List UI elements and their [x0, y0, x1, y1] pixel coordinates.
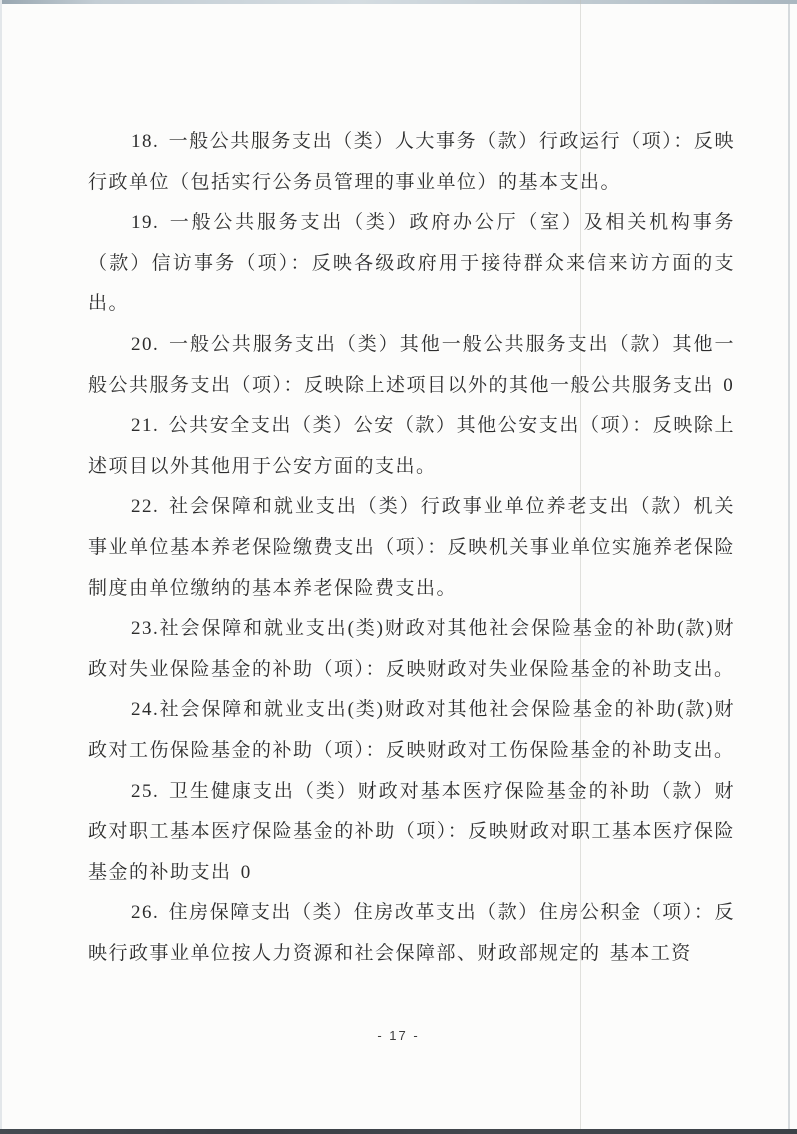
- scan-artifact-right-edge: [788, 4, 790, 1134]
- paragraph-24: 24.社会保障和就业支出(类)财政对其他社会保险基金的补助(款)财政对工伤保险基金的补助（项）：反映财政对工伤保险基金的补助支出。: [88, 699, 735, 761]
- paragraph-18: 18. 一般公共服务支出（类）人大事务（款）行政运行（项）：反映行政单位（包括实行公务员管理的事业单位）的基本支出。: [88, 131, 735, 193]
- paragraph-19: 19. 一般公共服务支出（类）政府办公厅（室）及相关机构事务（款）信访事务（项）：反映各级政府用于接待群众来信来访方面的支出。: [88, 212, 735, 315]
- paragraph-23: 23.社会保障和就业支出(类)财政对其他社会保险基金的补助(款)财政对失业保险基金的补助（项）：反映财政对失业保险基金的补助支出。: [88, 618, 735, 680]
- scan-artifact-top-edge: [0, 0, 797, 4]
- paragraph-20: 20. 一般公共服务支出（类）其他一般公共服务支出（款）其他一般公共服务支出（项）：反映除上述项目以外的其他一般公共服务支出 0: [88, 333, 735, 396]
- document-text-block: [88, 122, 735, 974]
- paragraph-21: 21. 公共安全支出（类）公安（款）其他公安支出（项）：反映除上述项目以外其他用于公安方面的支出。: [88, 415, 735, 477]
- paragraph-25: 25. 卫生健康支出（类）财政对基本医疗保险基金的补助（款）财政对职工基本医疗保险基金的补助（项）：反映财政对职工基本医疗保险基金的补助支出 0: [88, 780, 735, 883]
- scan-artifact-left-edge: [0, 0, 2, 1134]
- page-number: - 17 -: [377, 1028, 420, 1043]
- scan-artifact-bottom-edge: [0, 1129, 797, 1134]
- paragraph-22: 22. 社会保障和就业支出（类）行政事业单位养老支出（款）机关事业单位基本养老保险缴费支出（项）：反映机关事业单位实施养老保险制度由单位缴纳的基本养老保险费支出。: [88, 496, 735, 599]
- paragraph-26: 26. 住房保障支出（类）住房改革支出（款）住房公积金（项）：反映行政事业单位按人力资源和社会保障部、财政部规定的 基本工资: [88, 902, 735, 964]
